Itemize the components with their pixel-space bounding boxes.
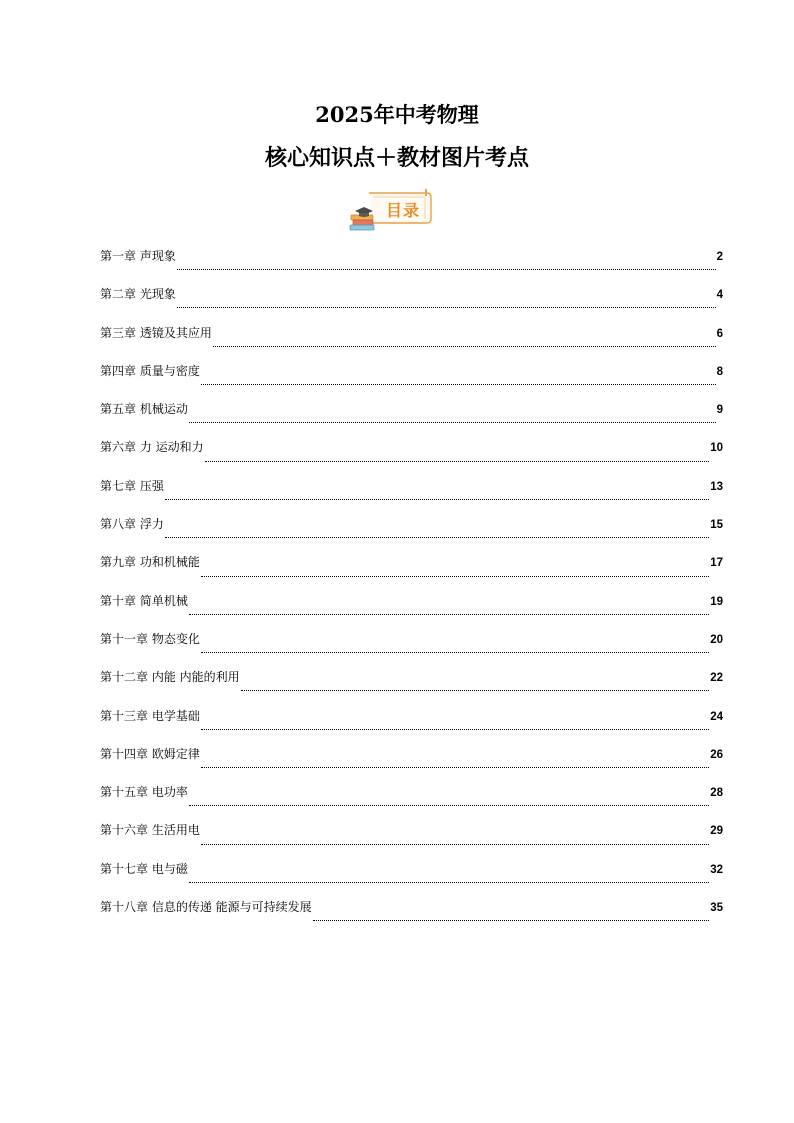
toc-entry[interactable] <box>100 514 723 552</box>
toc-entry[interactable] <box>100 744 723 782</box>
toc-entry-page-number: 10 <box>710 442 723 455</box>
toc-entry-page-number: 19 <box>710 595 723 608</box>
toc-entry[interactable] <box>100 284 723 322</box>
toc-entry-title: 第十七章 电与磁 <box>100 861 188 876</box>
toc-entry-title: 第四章 质量与密度 <box>100 363 200 378</box>
toc-entry[interactable] <box>100 399 723 437</box>
toc-entry-title: 第三章 透镜及其应用 <box>100 325 212 340</box>
toc-dot-leader <box>165 536 709 538</box>
toc-entry-title: 第十二章 内能 内能的利用 <box>100 670 240 685</box>
toc-dot-leader <box>189 881 709 883</box>
toc-entry-title: 第一章 声现象 <box>100 249 176 263</box>
toc-entry-title: 第十六章 生活用电 <box>100 823 200 838</box>
toc-dot-leader <box>241 689 710 691</box>
toc-entry-page-number: 13 <box>710 480 723 493</box>
toc-entry-page-number: 15 <box>710 519 723 532</box>
toc-entry[interactable] <box>100 667 723 705</box>
toc-dot-leader <box>165 498 709 500</box>
toc-entry-page-number: 9 <box>716 404 723 417</box>
toc-badge-label: 目录 <box>385 201 420 220</box>
toc-entry-page-number: 20 <box>710 633 723 646</box>
toc-entry[interactable] <box>100 859 723 897</box>
toc-dot-leader <box>201 383 716 385</box>
toc-entry-title: 第五章 机械运动 <box>100 402 188 417</box>
toc-dot-leader <box>213 345 716 347</box>
toc-entry-title: 第六章 力 运动和力 <box>100 440 204 455</box>
toc-entry[interactable] <box>100 437 723 475</box>
toc-entry-title: 第十三章 电学基础 <box>100 708 200 723</box>
toc-entry-title: 第十四章 欧姆定律 <box>100 746 200 761</box>
toc-entry[interactable] <box>100 552 723 590</box>
toc-entry-title: 第九章 功和机械能 <box>100 555 200 570</box>
toc-entry-title: 第十一章 物态变化 <box>100 631 200 646</box>
toc-entry-page-number: 6 <box>716 327 723 340</box>
toc-entry-title: 第七章 压强 <box>100 478 164 493</box>
toc-entry[interactable] <box>100 897 723 935</box>
toc-entry-title: 第十八章 信息的传递 能源与可持续发展 <box>100 900 312 915</box>
toc-dot-leader <box>177 268 716 270</box>
toc-dot-leader <box>201 728 709 730</box>
toc-entry-title: 第二章 光现象 <box>100 287 176 302</box>
toc-dot-leader <box>201 766 709 768</box>
table-of-contents <box>100 246 723 935</box>
toc-entry-page-number: 22 <box>710 672 723 685</box>
toc-entry-page-number: 29 <box>710 825 723 838</box>
toc-entry-title: 第八章 浮力 <box>100 517 164 532</box>
toc-entry-page-number: 28 <box>710 787 723 800</box>
toc-entry[interactable] <box>100 323 723 361</box>
toc-entry-page-number: 8 <box>716 365 723 378</box>
toc-dot-leader <box>189 613 709 615</box>
toc-entry-title: 第十五章 电功率 <box>100 785 188 800</box>
toc-entry[interactable] <box>100 361 723 399</box>
toc-entry-page-number: 2 <box>716 251 723 263</box>
toc-dot-leader <box>201 575 709 577</box>
toc-entry-page-number: 26 <box>710 748 723 761</box>
toc-dot-leader <box>201 651 709 653</box>
toc-dot-leader <box>177 306 716 308</box>
toc-dot-leader <box>201 843 709 845</box>
document-title: 2025年中考物理 <box>315 102 479 127</box>
toc-dot-leader <box>205 460 710 462</box>
toc-entry-page-number: 17 <box>710 557 723 570</box>
toc-dot-leader <box>313 919 710 921</box>
toc-entry[interactable] <box>100 820 723 858</box>
toc-entry[interactable] <box>100 629 723 667</box>
toc-entry[interactable] <box>100 706 723 744</box>
toc-entry[interactable] <box>100 476 723 514</box>
toc-entry-page-number: 24 <box>710 710 723 723</box>
toc-entry-page-number: 35 <box>710 902 723 915</box>
toc-entry-page-number: 32 <box>710 863 723 876</box>
toc-entry[interactable] <box>100 246 723 284</box>
toc-entry-title: 第十章 简单机械 <box>100 593 188 608</box>
toc-badge <box>347 189 443 233</box>
toc-dot-leader <box>189 421 716 423</box>
document-subtitle: 核心知识点＋教材图片考点 <box>264 146 529 171</box>
toc-entry[interactable] <box>100 782 723 820</box>
toc-entry-page-number: 4 <box>716 289 723 302</box>
toc-dot-leader <box>189 804 709 806</box>
toc-entry[interactable] <box>100 591 723 629</box>
